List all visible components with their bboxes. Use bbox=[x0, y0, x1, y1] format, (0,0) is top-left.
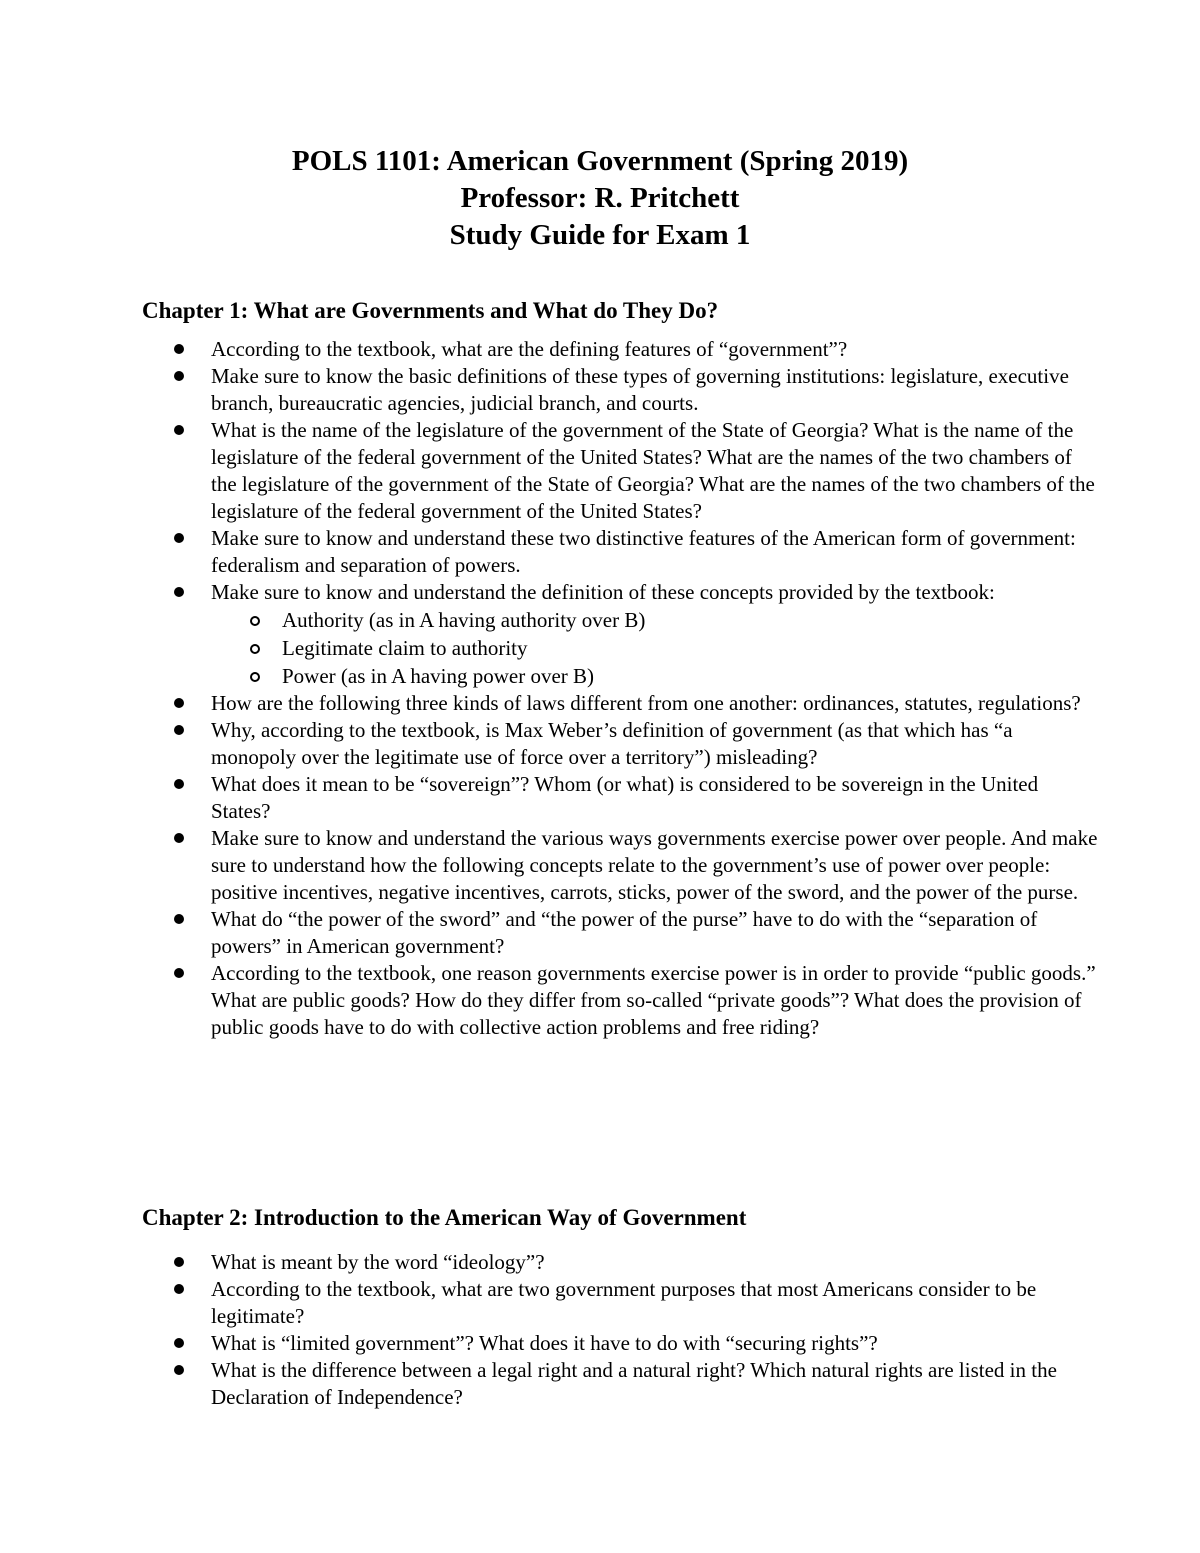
sublist-item: Power (as in A having power over B) bbox=[211, 662, 1102, 690]
list-item: What is “limited government”? What does it have to do with “securing rights”? bbox=[142, 1330, 1102, 1357]
bullet-icon bbox=[174, 725, 184, 735]
list-item: What is the difference between a legal right and a natural right? Which natural rights are listed in the Declaration of Independence? bbox=[142, 1357, 1102, 1411]
list-item: Why, according to the textbook, is Max Weber’s definition of government (as that which has “a monopoly over the legitimate use of force over a territory”) misleading? bbox=[142, 717, 1102, 771]
list-item: Make sure to know and understand the various ways governments exercise power over people. And make sure to understand how the following concepts relate to the government’s use of power over people: positive incentives, negative incentives, carrots, sticks, power of the sword, and the power of the purse. bbox=[142, 825, 1102, 906]
list-item: According to the textbook, what are the defining features of “government”? bbox=[142, 336, 1102, 363]
bullet-icon bbox=[174, 779, 184, 789]
list-item: According to the textbook, one reason governments exercise power is in order to provide “public goods.” What are public goods? How do they differ from so-called “private goods”? What does the provision of public goods have to do with collective action problems and free riding? bbox=[142, 960, 1102, 1041]
bullet-icon bbox=[174, 968, 184, 978]
list-item: What do “the power of the sword” and “the power of the purse” have to do with the “separation of powers” in American government? bbox=[142, 906, 1102, 960]
bullet-icon bbox=[174, 533, 184, 543]
bullet-icon bbox=[174, 344, 184, 354]
bullet-icon bbox=[174, 1284, 184, 1294]
circle-bullet-icon bbox=[250, 616, 260, 626]
bullet-icon bbox=[174, 914, 184, 924]
list-item: What does it mean to be “sovereign”? Whom (or what) is considered to be sovereign in the United States? bbox=[142, 771, 1102, 825]
chapter-1-list bbox=[142, 336, 1102, 1041]
chapter-2-heading: Chapter 2: Introduction to the American Way of Government bbox=[142, 1205, 747, 1230]
professor-name: Professor: R. Pritchett bbox=[460, 182, 740, 214]
circle-bullet-icon bbox=[250, 644, 260, 654]
bullet-icon bbox=[174, 1365, 184, 1375]
document-title: Study Guide for Exam 1 bbox=[449, 219, 751, 251]
list-item: According to the textbook, what are two government purposes that most Americans consider to be legitimate? bbox=[142, 1276, 1102, 1330]
chapter-2-section bbox=[142, 1203, 1102, 1411]
list-item: How are the following three kinds of laws different from one another: ordinances, statutes, regulations? bbox=[142, 690, 1102, 717]
list-item: Make sure to know and understand these two distinctive features of the American form of government: federalism and separation of powers. bbox=[142, 525, 1102, 579]
circle-bullet-icon bbox=[250, 672, 260, 682]
bullet-icon bbox=[174, 833, 184, 843]
list-item: What is meant by the word “ideology”? bbox=[142, 1249, 1102, 1276]
list-item: What is the name of the legislature of the government of the State of Georgia? What is the name of the legislature of the federal government of the United States? What are the names of the two chambers of the legislature of the government of the State of Georgia? What are the names of the two chambers of the legislature of the federal government of the United States? bbox=[142, 417, 1102, 525]
course-title: POLS 1101: American Government (Spring 2019) bbox=[291, 145, 909, 177]
bullet-icon bbox=[174, 587, 184, 597]
chapter-1-heading: Chapter 1: What are Governments and What do They Do? bbox=[142, 298, 719, 323]
bullet-icon bbox=[174, 698, 184, 708]
bullet-icon bbox=[174, 371, 184, 381]
chapter-2-list bbox=[142, 1249, 1102, 1411]
list-item: Make sure to know and understand the definition of these concepts provided by the textbook: Authority (as in A having authority over B) Legitimate claim to authority Power (as in A having power over B) bbox=[142, 579, 1102, 690]
bullet-icon bbox=[174, 425, 184, 435]
sublist-item: Authority (as in A having authority over B) bbox=[211, 606, 1102, 634]
sublist-item: Legitimate claim to authority bbox=[211, 634, 1102, 662]
chapter-1-section bbox=[142, 296, 1102, 1041]
bullet-icon bbox=[174, 1257, 184, 1267]
list-item: Make sure to know the basic definitions of these types of governing institutions: legislature, executive branch, bureaucratic agencies, judicial branch, and courts. bbox=[142, 363, 1102, 417]
concept-sublist bbox=[211, 606, 1102, 690]
bullet-icon bbox=[174, 1338, 184, 1348]
document-header bbox=[0, 143, 1200, 254]
